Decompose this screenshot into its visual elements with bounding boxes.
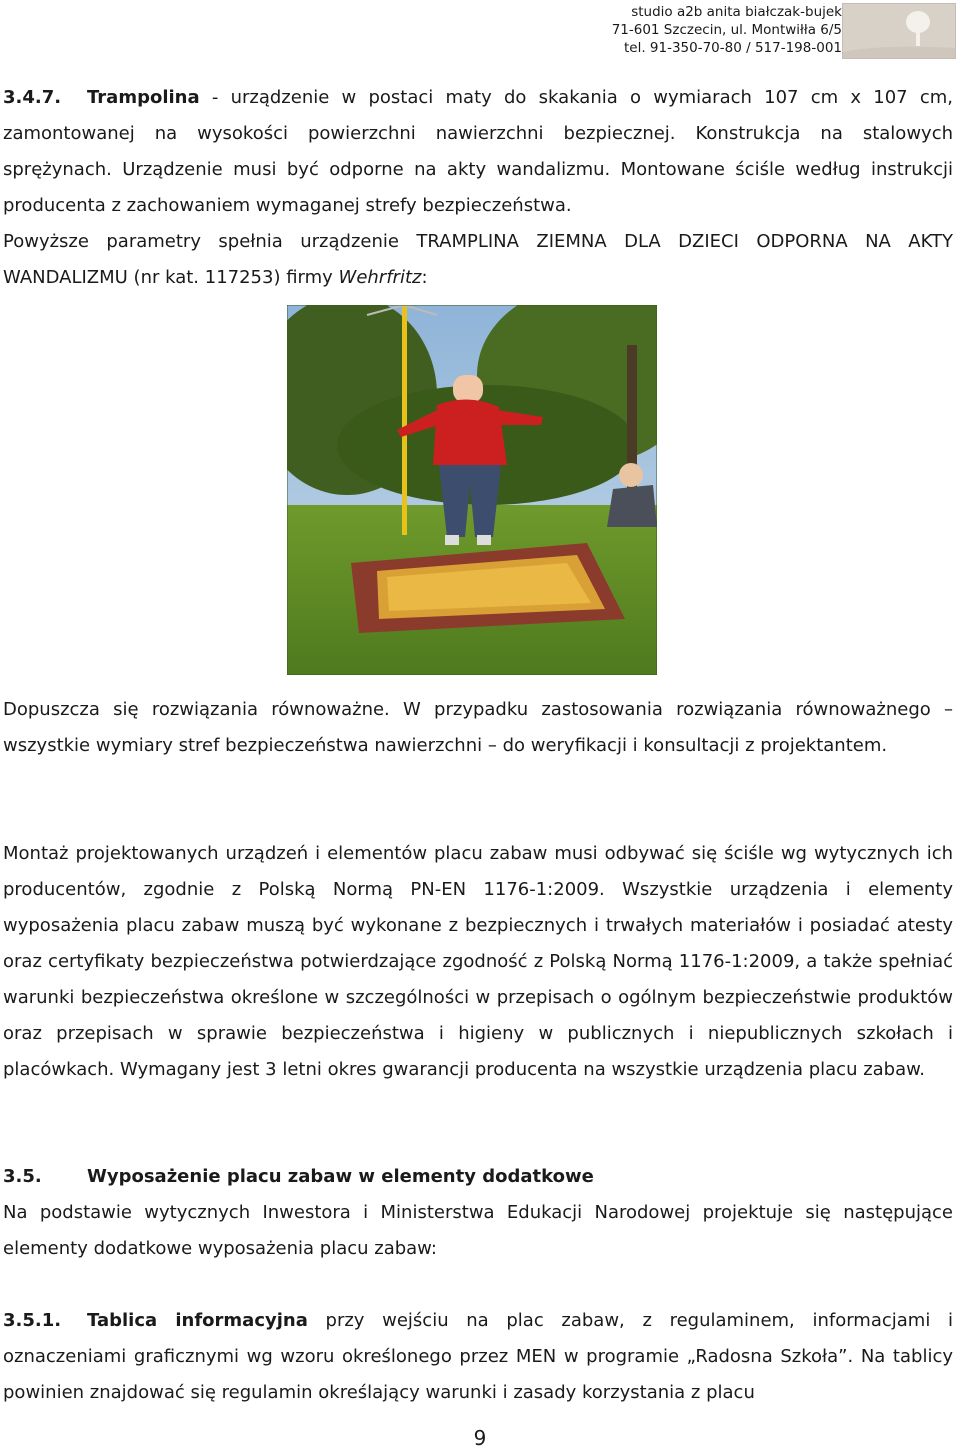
installation-paragraph: Montaż projektowanych urządzeń i elementów placu zabaw musi odbywać się ściśle wg wytycznych ich producentów, zgodnie z Polską Normą PN-EN 1176-1:2009. Wszystkie urządzenia i elementy wyposażenia placu zabaw muszą być wykonane z bezpiecznych i trwałych materiałów i posiadać atesty oraz certyfikaty bezpieczeństwa potwierdzające zgodność z Polską Normą 1176-1:2009, a także spełniać warunki bezpieczeństwa określone w szczególności w przepisach o ogólnym bezpieczeństwie produktów oraz przepisach w sprawie bezpieczeństwa i higieny w publicznych i niepublicznych szkołach i placówkach. Wymagany jest 3 letni okres gwarancji producenta na wszystkie urządzenia placu zabaw. bbox=[3, 843, 953, 1080]
studio-name: studio a2b anita białczak-bujek bbox=[631, 4, 842, 20]
page-header bbox=[0, 0, 960, 62]
studio-street: 71-601 Szczecin, ul. Montwiłła 6/5 bbox=[611, 22, 842, 38]
studio-logo bbox=[842, 3, 956, 59]
equivalent-solutions-paragraph: Dopuszcza się rozwiązania równoważne. W przypadku zastosowania rozwiązania równoważnego – wszystkie wymiary stref bezpieczeństwa nawierzchni – do weryfikacji i konsultacji z projektantem. bbox=[3, 699, 953, 756]
trampoline-params bbox=[3, 224, 953, 296]
section-title: Wyposażenie placu zabaw w elementy dodatkowe bbox=[87, 1166, 594, 1187]
section-number: 3.4.7. bbox=[3, 87, 62, 108]
brand-name: Wehrfritz bbox=[338, 267, 422, 288]
section-text: przy wejściu na plac zabaw, z regulaminem, informacjami i oznaczeniami graficznymi wg wzoru określonego przez MEN w programie „Radosna Szkoła”. Na tablicy powinien znajdować się regulamin określający warunki i zasady korzystania z placu bbox=[3, 1310, 953, 1403]
section-3-5-text: Na podstawie wytycznych Inwestora i Ministerstwa Edukacji Narodowej projektuje się następujące elementy dodatkowe wyposażenia placu zabaw: bbox=[3, 1202, 953, 1259]
section-number: 3.5.1. bbox=[3, 1310, 62, 1331]
studio-address bbox=[612, 3, 842, 57]
page-number: 9 bbox=[473, 1426, 487, 1450]
section-number: 3.5. bbox=[3, 1166, 42, 1187]
studio-phone: tel. 91-350-70-80 / 517-198-001 bbox=[623, 40, 842, 56]
tree-logo-icon bbox=[843, 4, 955, 58]
params-text: Powyższe parametry spełnia urządzenie TRAMPLINA ZIEMNA DLA DZIECI ODPORNA NA AKTY WANDALIZMU (nr kat. 117253) firmy bbox=[3, 231, 953, 288]
section-3-5-heading bbox=[3, 1159, 953, 1195]
section-3-5-1 bbox=[3, 1303, 953, 1411]
trampoline-photo bbox=[287, 305, 657, 675]
section-text: - urządzenie w postaci maty do skakania o wymiarach 107 cm x 107 cm, zamontowanej na wysokości powierzchni nawierzchni bezpiecznej. Konstrukcja na stalowych sprężynach. Urządzenie musi być odporne na akty wandalizmu. Montowane ściśle według instrukcji producenta z zachowaniem wymaganej strefy bezpieczeństwa. bbox=[3, 87, 953, 216]
section-title: Trampolina bbox=[87, 87, 200, 108]
section-title: Tablica informacyjna bbox=[87, 1310, 308, 1331]
section-3-4-7 bbox=[3, 80, 953, 224]
brand-suffix: : bbox=[421, 267, 428, 288]
